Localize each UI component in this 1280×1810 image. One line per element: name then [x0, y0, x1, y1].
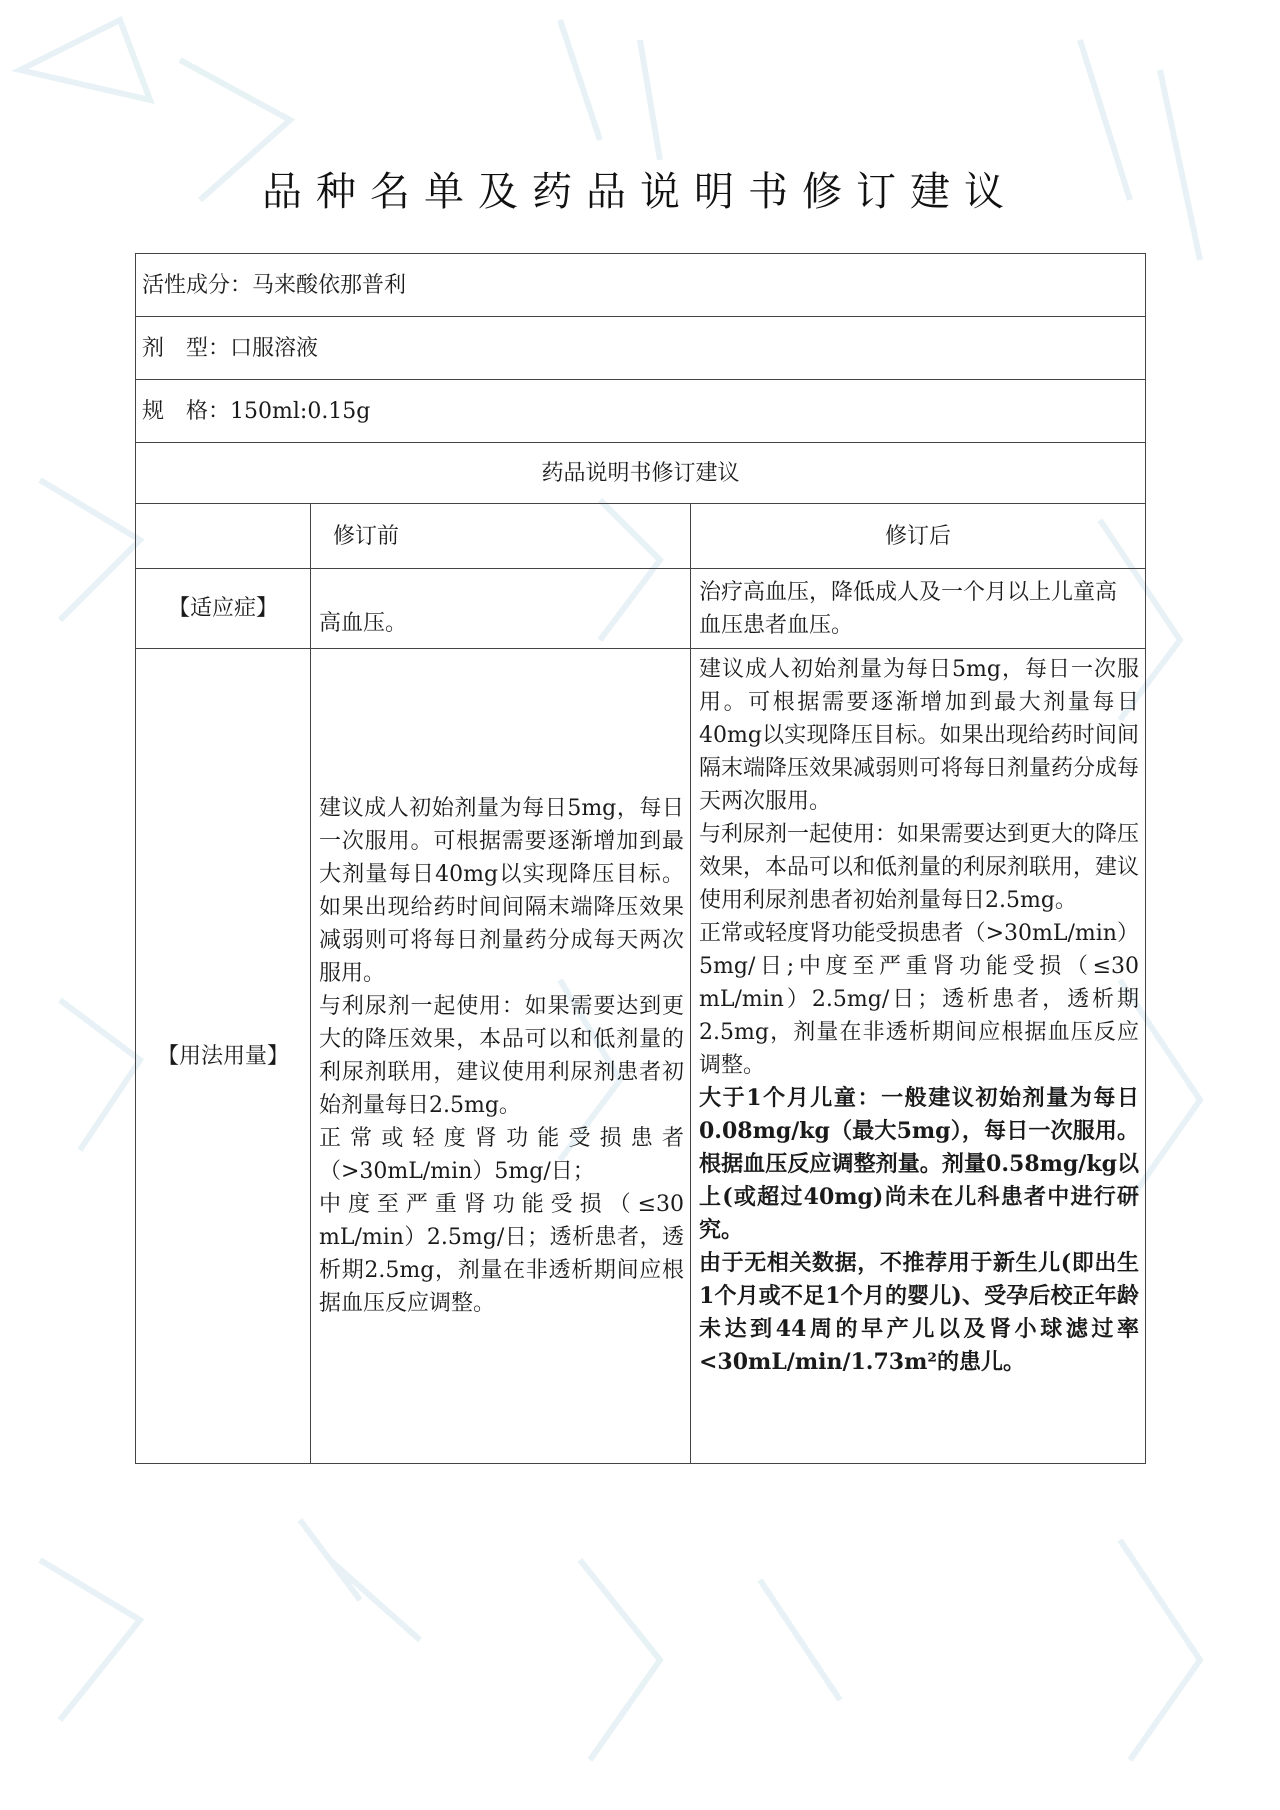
column-header-after: 修订后: [691, 504, 1146, 569]
indication-before: 高血压。: [311, 569, 691, 649]
dosage-label: 【用法用量】: [136, 649, 311, 1464]
dosage-form-value: 口服溶液: [230, 335, 319, 361]
dosage-before-para-3: 正常或轻度肾功能受损患者（>30mL/min）5mg/日；: [319, 1126, 684, 1184]
dosage-form-label: 剂 型：: [142, 335, 231, 361]
indication-after: [691, 569, 1146, 649]
specification: [136, 380, 1146, 443]
dosage-before: [311, 649, 691, 1464]
indication-after-text: 治疗高血压，降低成人及一个月以上儿童高血压患者血压。: [699, 579, 1118, 638]
section-header: 药品说明书修订建议: [136, 443, 1146, 504]
info-row-ingredient: [136, 254, 1146, 317]
dosage-after-para-3: 正常或轻度肾功能受损患者（>30mL/min）5mg/日;中度至严重肾功能受损（≤30 mL/min）2.5mg/日；透析患者，透析期2.5mg，剂量在非透析期间应根据血压反应调整。: [699, 921, 1140, 1078]
section-header-row: [136, 443, 1146, 504]
column-header-blank: [136, 504, 311, 569]
dosage-after-para-2: 与利尿剂一起使用：如果需要达到更大的降压效果，本品可以和低剂量的利尿剂联用，建议使用利尿剂患者初始剂量每日2.5mg。: [699, 822, 1140, 913]
indication-label: 【适应症】: [136, 569, 311, 649]
indication-row: [136, 569, 1146, 649]
dosage-form: [136, 317, 1146, 380]
dosage-after-para-1: 建议成人初始剂量为每日5mg，每日一次服用。可根据需要逐渐增加到最大剂量每日40mg以实现降压目标。如果出现给药时间间隔末端降压效果减弱则可将每日剂量药分成每天两次服用。: [699, 657, 1140, 814]
revision-table: [135, 253, 1146, 1464]
spec-label: 规 格：: [142, 398, 231, 424]
dosage-after-para-5: 由于无相关数据，不推荐用于新生儿(即出生1个月或不足1个月的婴儿)、受孕后校正年龄未达到44周的早产儿以及肾小球滤过率<30mL/min/1.73m²的患儿。: [699, 1250, 1140, 1375]
column-header-row: [136, 504, 1146, 569]
dosage-row: [136, 649, 1146, 1464]
info-row-spec: [136, 380, 1146, 443]
page-title: 品种名单及药品说明书修订建议: [262, 169, 1018, 215]
column-header-before: 修订前: [311, 504, 691, 569]
info-row-dosage-form: [136, 317, 1146, 380]
spec-value: 150ml:0.15g: [230, 398, 371, 424]
dosage-after: [691, 649, 1146, 1464]
dosage-before-para-1: 建议成人初始剂量为每日5mg，每日一次服用。可根据需要逐渐增加到最大剂量每日40mg以实现降压目标。如果出现给药时间间隔末端降压效果减弱则可将每日剂量药分成每天两次服用。: [319, 796, 684, 986]
active-ingredient: 活性成分：马来酸依那普利: [136, 254, 1146, 317]
dosage-after-para-4: 大于1个月儿童：一般建议初始剂量为每日0.08mg/kg（最大5mg），每日一次服用。根据血压反应调整剂量。剂量0.58mg/kg以上(或超过40mg)尚未在儿科患者中进行研究。: [699, 1085, 1140, 1243]
dosage-before-para-2: 与利尿剂一起使用：如果需要达到更大的降压效果，本品可以和低剂量的利尿剂联用，建议使用利尿剂患者初始剂量每日2.5mg。: [319, 994, 684, 1118]
dosage-before-para-4: 中度至严重肾功能受损（≤30 mL/min）2.5mg/日；透析患者，透析期2.5mg，剂量在非透析期间应根据血压反应调整。: [319, 1192, 684, 1316]
